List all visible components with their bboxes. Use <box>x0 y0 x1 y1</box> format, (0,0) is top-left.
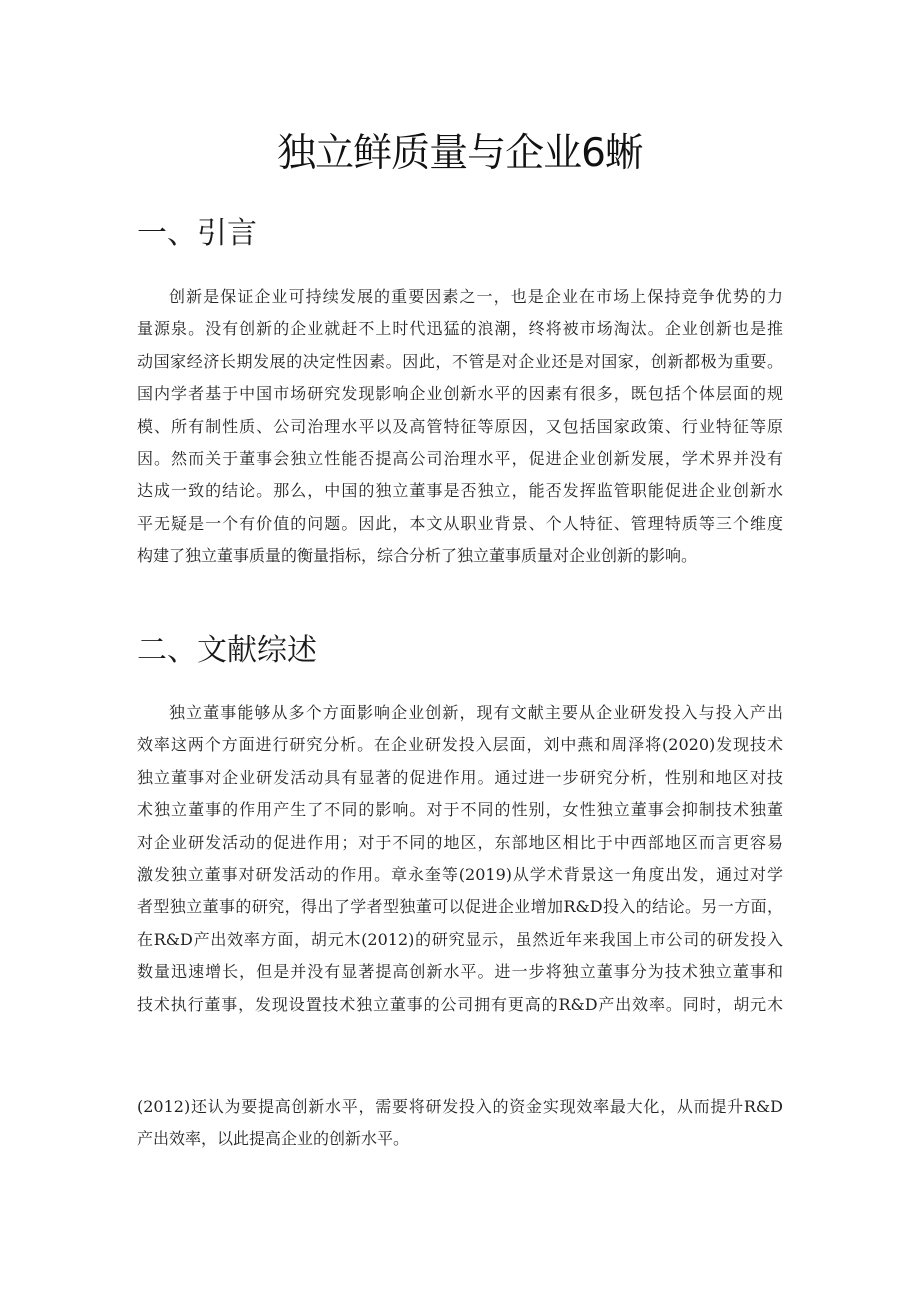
paragraph-line: 对企业研发活动的促进作用；对于不同的地区，东部地区相比于中西部地区而言更容易 <box>137 832 783 852</box>
paragraph-line: 独立董事能够从多个方面影响企业创新，现有文献主要从企业研发投入与投入产出 <box>169 703 783 722</box>
paragraph-line: 因。然而关于董事会独立性能否提高公司治理水平，促进企业创新发展，学术界并没有 <box>137 448 783 468</box>
paragraph-line: 激发独立董事对研发活动的作用。章永奎等(2019)从学术背景这一角度出发，通过对学 <box>137 864 783 884</box>
paragraph-line: 量源泉。没有创新的企业就赶不上时代迅猛的浪潮，终将被市场淘汰。企业创新也是推 <box>137 319 783 339</box>
paragraph-line: 术独立董事的作用产生了不同的影响。对于不同的性别，女性独立董事会抑制技术独董 <box>137 800 783 820</box>
paragraph-line: 构建了独立董事质量的衡量指标，综合分析了独立董事质量对企业创新的影响。 <box>137 546 698 566</box>
literature-review-paragraph <box>137 697 783 1021</box>
paragraph-line: 技术执行董事，发现设置技术独立董事的公司拥有更高的R&D产出效率。同时，胡元木 <box>137 994 783 1014</box>
paragraph-line: 产出效率，以此提高企业的创新水平。 <box>137 1129 410 1149</box>
paragraph-line: 平无疑是一个有价值的问题。因此，本文从职业背景、个人特征、管理特质等三个维度 <box>137 513 783 533</box>
paragraph-line: 独立董事对企业研发活动具有显著的促进作用。通过进一步研究分析，性别和地区对技 <box>137 767 783 787</box>
paragraph-line: 者型独立董事的研究，得出了学者型独董可以促进企业增加R&D投入的结论。另一方面， <box>137 897 783 917</box>
paragraph-line: 数量迅速增长，但是并没有显著提高创新水平。进一步将独立董事分为技术独立董事和 <box>137 962 783 982</box>
paragraph-line: 效率这两个方面进行研究分析。在企业研发投入层面，刘中燕和周泽将(2020)发现技术 <box>137 735 783 755</box>
paragraph-line: (2012)还认为要提高创新水平，需要将研发投入的资金实现效率最大化，从而提升R&D <box>137 1097 783 1116</box>
paragraph-line: 在R&D产出效率方面，胡元木(2012)的研究显示，虽然近年来我国上市公司的研发投入 <box>137 929 783 949</box>
document-title: 独立鲜质量与企业6蜥 <box>277 131 643 176</box>
section-heading-literature-review: 二、文献综述 <box>137 633 317 668</box>
introduction-paragraph <box>137 281 783 573</box>
literature-review-continuation <box>137 1091 783 1156</box>
paragraph-line: 创新是保证企业可持续发展的重要因素之一，也是企业在市场上保持竞争优势的力 <box>169 287 783 306</box>
section-heading-introduction: 一、引言 <box>137 216 257 251</box>
paragraph-line: 达成一致的结论。那么，中国的独立董事是否独立，能否发挥监管职能促进企业创新水 <box>137 481 783 501</box>
paragraph-line: 动国家经济长期发展的决定性因素。因此，不管是对企业还是对国家，创新都极为重要。 <box>137 351 783 371</box>
paragraph-line: 模、所有制性质、公司治理水平以及高管特征等原因，又包括国家政策、行业特征等原 <box>137 416 783 436</box>
paragraph-line: 国内学者基于中国市场研究发现影响企业创新水平的因素有很多，既包括个体层面的规 <box>137 384 783 404</box>
